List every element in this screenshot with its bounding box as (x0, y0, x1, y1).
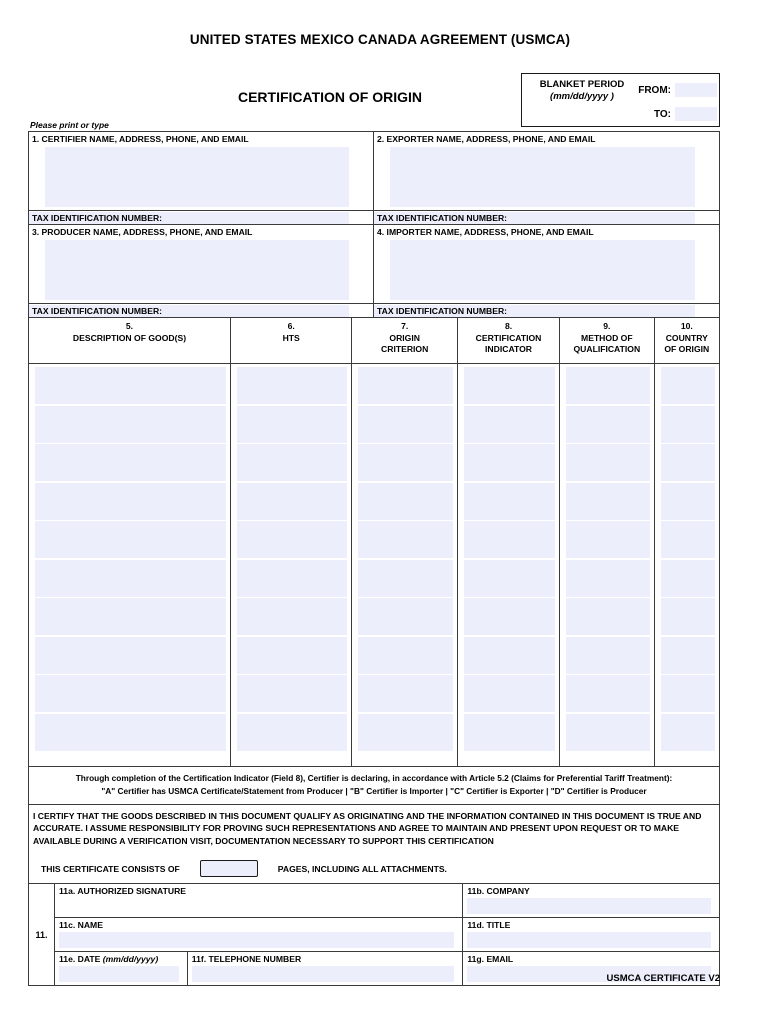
goods-input-r1-c10[interactable] (661, 367, 715, 404)
producer-input[interactable] (45, 240, 349, 300)
date-label-text: 11e. DATE (59, 954, 101, 965)
goods-input-r6-c10[interactable] (661, 560, 715, 597)
goods-input-r1-c7[interactable] (358, 367, 453, 404)
goods-input-r1-c9[interactable] (566, 367, 650, 404)
goods-input-r2-c5[interactable] (35, 406, 226, 443)
blanket-period-label (528, 79, 636, 103)
party-exporter (374, 132, 719, 224)
goods-col-cell-8 (457, 364, 559, 766)
exporter-block (374, 132, 719, 207)
goods-input-r1-c6[interactable] (237, 367, 347, 404)
signature-row-c-d (55, 918, 719, 952)
certifier-taxid-label: TAX IDENTIFICATION NUMBER: (32, 212, 163, 223)
signature-row-a-b (55, 884, 719, 918)
signature-block (29, 883, 719, 985)
exporter-taxid-label: TAX IDENTIFICATION NUMBER: (377, 212, 508, 223)
goods-col-title-5: DESCRIPTION OF GOOD(S) (72, 333, 187, 343)
blanket-to-input[interactable] (675, 107, 717, 121)
pages-suffix-label: PAGES, INCLUDING ALL ATTACHMENTS. (277, 863, 447, 874)
telephone-label: 11f. TELEPHONE NUMBER (191, 954, 302, 965)
goods-input-r6-c9[interactable] (566, 560, 650, 597)
party-producer (29, 225, 374, 317)
print-or-type-hint: Please print or type (30, 120, 109, 130)
goods-input-r7-c5[interactable] (35, 598, 226, 635)
name-cell (55, 918, 463, 951)
name-input[interactable] (59, 932, 454, 948)
goods-input-r4-c5[interactable] (35, 483, 226, 520)
producer-taxid-label: TAX IDENTIFICATION NUMBER: (32, 305, 163, 316)
goods-col-title2-10: OF ORIGIN (664, 344, 710, 354)
goods-col-number-5: 5. (125, 321, 134, 331)
document-subtitle: CERTIFICATION OF ORIGIN (237, 89, 423, 105)
goods-input-r9-c7[interactable] (358, 675, 453, 712)
goods-input-r3-c5[interactable] (35, 444, 226, 481)
goods-input-r4-c9[interactable] (566, 483, 650, 520)
goods-col-title-9: METHOD OF (581, 333, 633, 343)
goods-input-r3-c10[interactable] (661, 444, 715, 481)
page-title: UNITED STATES MEXICO CANADA AGREEMENT (USMCA) (189, 32, 571, 47)
certifier-taxid-row (29, 210, 373, 224)
goods-col-title-6: HTS (282, 333, 300, 343)
signature-block-body (55, 884, 719, 985)
goods-col-number-7: 7. (401, 321, 409, 331)
parties-row-1 (29, 132, 719, 224)
goods-input-r10-c5[interactable] (35, 714, 226, 751)
goods-input-r6-c8[interactable] (464, 560, 555, 597)
goods-input-stack-10 (655, 364, 719, 751)
certification-indicator-note (29, 766, 719, 804)
goods-input-r9-c8[interactable] (464, 675, 555, 712)
goods-input-stack-9 (560, 364, 654, 751)
importer-taxid-label: TAX IDENTIFICATION NUMBER: (377, 305, 508, 316)
goods-input-r6-c7[interactable] (358, 560, 453, 597)
goods-col-number-10: 10. (680, 321, 693, 331)
parties-row-2 (29, 224, 719, 317)
indicator-note-line-1: Through completion of the Certification Indicator (Field 8), Certifier is declaring, in accordance with Article 5.2 (Claims for Preferential Tariff Treatment): (75, 772, 673, 783)
goods-col-title2-7: CRITERION (381, 344, 429, 354)
goods-col-cell-5 (29, 364, 230, 766)
authorized-signature-label: 11a. AUTHORIZED SIGNATURE (59, 886, 187, 897)
goods-input-r4-c7[interactable] (358, 483, 453, 520)
company-input[interactable] (467, 898, 711, 914)
exporter-input[interactable] (390, 147, 695, 207)
email-label: 11g. EMAIL (467, 954, 514, 965)
goods-input-r10-c9[interactable] (566, 714, 650, 751)
goods-input-stack-6 (231, 364, 351, 751)
goods-input-r2-c9[interactable] (566, 406, 650, 443)
name-label: 11c. NAME (59, 920, 103, 931)
goods-input-r10-c10[interactable] (661, 714, 715, 751)
goods-col-number-9: 9. (603, 321, 611, 331)
importer-input[interactable] (390, 240, 695, 300)
importer-taxid-row (374, 303, 719, 317)
goods-input-stack-8 (458, 364, 559, 751)
certifier-block (29, 132, 373, 207)
certifier-label: 1. CERTIFIER NAME, ADDRESS, PHONE, AND EMAIL (32, 134, 249, 144)
goods-input-stack-7 (352, 364, 457, 751)
goods-input-r9-c6[interactable] (237, 675, 347, 712)
goods-input-r8-c10[interactable] (661, 637, 715, 674)
goods-input-r2-c10[interactable] (661, 406, 715, 443)
goods-input-r7-c9[interactable] (566, 598, 650, 635)
goods-col-title-10: COUNTRY (665, 333, 708, 343)
goods-input-r9-c9[interactable] (566, 675, 650, 712)
goods-col-cell-7 (352, 364, 458, 766)
exporter-taxid-row (374, 210, 719, 224)
authorized-signature-cell (55, 884, 463, 917)
goods-col-title2-8: INDICATOR (485, 344, 532, 354)
goods-col-cell-10 (654, 364, 719, 766)
goods-col-header-5 (29, 318, 230, 364)
title-cell (463, 918, 719, 951)
pages-count-input[interactable] (200, 860, 258, 877)
goods-input-r3-c8[interactable] (464, 444, 555, 481)
importer-block (374, 225, 719, 300)
blanket-period-box (521, 73, 720, 127)
goods-input-r3-c7[interactable] (358, 444, 453, 481)
party-importer (374, 225, 719, 317)
pages-prefix-label: THIS CERTIFICATE CONSISTS OF (41, 863, 180, 874)
exporter-label: 2. EXPORTER NAME, ADDRESS, PHONE, AND EMAIL (377, 134, 596, 144)
goods-input-r10-c8[interactable] (464, 714, 555, 751)
title-label: 11d. TITLE (467, 920, 511, 931)
goods-input-r5-c8[interactable] (464, 521, 555, 558)
goods-col-header-7 (352, 318, 458, 364)
blanket-from-input[interactable] (675, 83, 717, 97)
goods-col-cell-6 (230, 364, 351, 766)
goods-input-r7-c7[interactable] (358, 598, 453, 635)
pages-count-line (41, 860, 709, 877)
goods-input-r4-c10[interactable] (661, 483, 715, 520)
goods-input-r5-c5[interactable] (35, 521, 226, 558)
goods-input-r3-c9[interactable] (566, 444, 650, 481)
goods-input-r2-c8[interactable] (464, 406, 555, 443)
goods-table-header-row (29, 318, 719, 364)
goods-input-r5-c9[interactable] (566, 521, 650, 558)
goods-input-r7-c10[interactable] (661, 598, 715, 635)
goods-input-r3-c6[interactable] (237, 444, 347, 481)
goods-input-r4-c8[interactable] (464, 483, 555, 520)
goods-col-number-8: 8. (504, 321, 513, 331)
producer-label: 3. PRODUCER NAME, ADDRESS, PHONE, AND EMAIL (32, 227, 253, 237)
goods-input-r5-c6[interactable] (237, 521, 347, 558)
goods-col-cell-9 (560, 364, 655, 766)
goods-table (29, 317, 719, 766)
goods-input-stack-5 (29, 364, 230, 751)
blanket-period-title: BLANKET PERIOD (539, 79, 625, 90)
goods-input-r2-c6[interactable] (237, 406, 347, 443)
producer-block (29, 225, 373, 300)
importer-label: 4. IMPORTER NAME, ADDRESS, PHONE, AND EMAIL (377, 227, 594, 237)
certification-statement-block (29, 804, 719, 884)
form-version-footer: USMCA CERTIFICATE V2 (606, 973, 720, 984)
goods-input-r6-c6[interactable] (237, 560, 347, 597)
goods-input-r5-c10[interactable] (661, 521, 715, 558)
certification-statement-text: I CERTIFY THAT THE GOODS DESCRIBED IN THIS DOCUMENT QUALIFY AS ORIGINATING AND THE INFORMATION CONTAINED IN THIS DOCUMENT IS TRUE AND ACCURATE. I ASSUME RESPONSIBILITY FOR PROVING SUCH REPRESENTATIONS AND AGREE TO MAINTAIN AND PRESENT UPON REQUEST OR TO MAKE AVAILABLE DURING A VERIFICATION VISIT, DOCUMENTATION NECESSARY TO SUPPORT THIS CERTIFICATION (33, 810, 702, 846)
goods-input-r8-c5[interactable] (35, 637, 226, 674)
certifier-input[interactable] (45, 147, 349, 207)
title-input[interactable] (467, 932, 711, 948)
company-label: 11b. COMPANY (467, 886, 530, 897)
goods-input-r2-c7[interactable] (358, 406, 453, 443)
goods-input-r8-c8[interactable] (464, 637, 555, 674)
goods-table-body-row (29, 364, 719, 766)
goods-input-r7-c8[interactable] (464, 598, 555, 635)
goods-input-r5-c7[interactable] (358, 521, 453, 558)
goods-col-header-9 (560, 318, 655, 364)
blanket-period-from-row (638, 83, 717, 97)
goods-col-number-6: 6. (287, 321, 295, 331)
goods-input-r9-c10[interactable] (661, 675, 715, 712)
party-certifier (29, 132, 374, 224)
date-label (55, 952, 187, 965)
goods-input-r1-c5[interactable] (35, 367, 226, 404)
goods-input-r8-c6[interactable] (237, 637, 347, 674)
company-cell (463, 884, 719, 917)
goods-col-title-8: CERTIFICATION (475, 333, 542, 343)
goods-input-r10-c7[interactable] (358, 714, 453, 751)
form-body (28, 131, 720, 986)
blanket-period-to-row (654, 107, 717, 121)
goods-col-title2-9: QUALIFICATION (573, 344, 641, 354)
goods-col-header-6 (230, 318, 351, 364)
goods-input-r8-c9[interactable] (566, 637, 650, 674)
goods-input-r7-c6[interactable] (237, 598, 347, 635)
goods-input-r9-c5[interactable] (35, 675, 226, 712)
goods-input-r1-c8[interactable] (464, 367, 555, 404)
blanket-from-label: FROM: (638, 84, 671, 96)
signature-block-number: 11. (29, 884, 55, 985)
goods-input-r10-c6[interactable] (237, 714, 347, 751)
blanket-period-format: (mm/dd/yyyy ) (550, 91, 614, 102)
goods-col-header-10 (654, 318, 719, 364)
goods-col-header-8 (457, 318, 559, 364)
goods-input-r8-c7[interactable] (358, 637, 453, 674)
goods-input-r6-c5[interactable] (35, 560, 226, 597)
date-format-hint: (mm/dd/yyyy) (102, 954, 159, 965)
goods-col-title-7: ORIGIN (389, 333, 420, 343)
blanket-to-label: TO: (653, 108, 671, 120)
goods-input-r4-c6[interactable] (237, 483, 347, 520)
producer-taxid-row (29, 303, 373, 317)
indicator-note-line-2: "A" Certifier has USMCA Certificate/Statement from Producer | "B" Certifier is Importer | "C" Certifier is Exporter | "D" Certifier is Producer (101, 785, 647, 796)
